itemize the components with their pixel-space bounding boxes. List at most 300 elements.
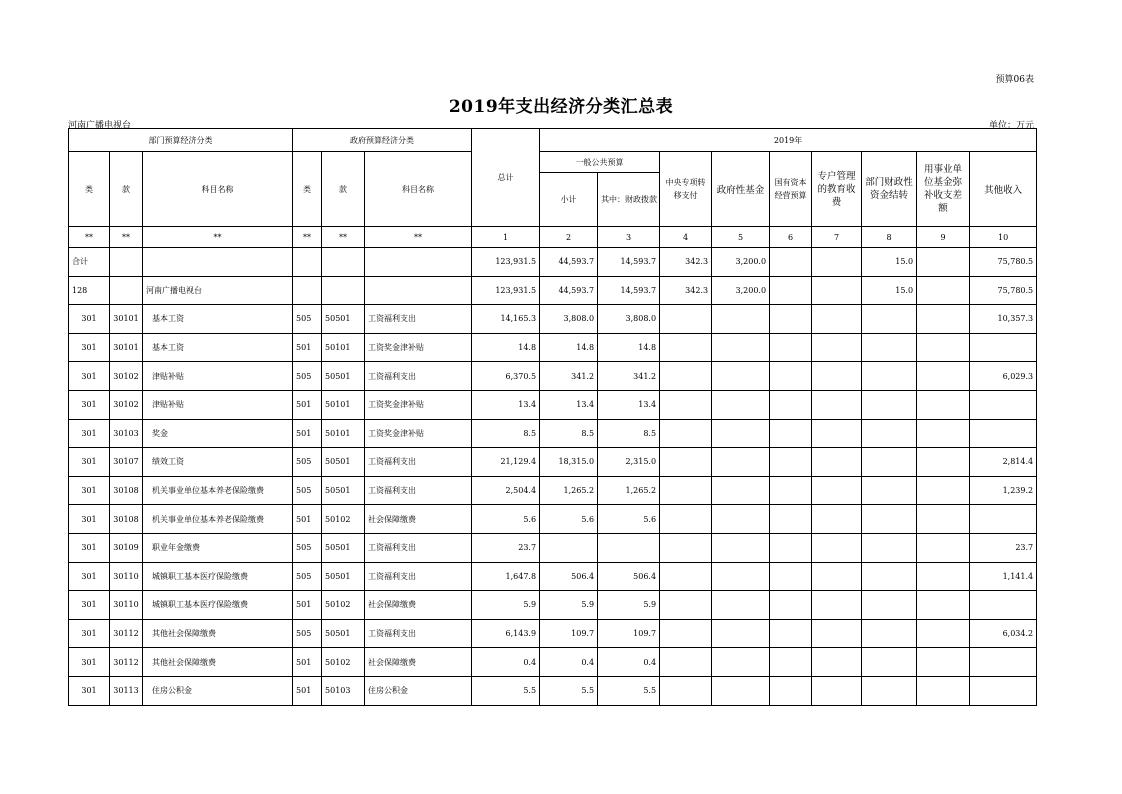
table-cell	[812, 390, 862, 419]
header-edu-fee: 专户管理的教育收费	[812, 152, 862, 227]
table-cell: 30113	[110, 676, 143, 705]
table-cell: 50501	[322, 533, 365, 562]
table-cell: 14.8	[540, 333, 598, 362]
table-cell: 3,808.0	[598, 305, 660, 334]
table-cell: 501	[293, 505, 322, 534]
table-cell: 301	[69, 648, 110, 677]
table-cell: 50101	[322, 419, 365, 448]
header-gov-fund: 政府性基金	[712, 152, 770, 227]
table-cell: 505	[293, 305, 322, 334]
column-number: **	[143, 227, 293, 248]
table-cell	[712, 419, 770, 448]
table-cell	[917, 619, 970, 648]
expenditure-table	[68, 128, 1037, 706]
table-cell	[660, 390, 712, 419]
table-cell: 津贴补贴	[143, 362, 293, 391]
table-cell	[812, 276, 862, 305]
table-cell	[862, 648, 917, 677]
table-cell: 13.4	[540, 390, 598, 419]
table-row	[69, 419, 1037, 448]
table-cell	[660, 562, 712, 591]
table-cell	[365, 276, 472, 305]
header-deficit-compensation: 用事业单位基金弥补收支差额	[917, 152, 970, 227]
table-cell: 1,239.2	[970, 476, 1037, 505]
table-cell: 501	[293, 591, 322, 620]
table-cell: 8.5	[472, 419, 540, 448]
table-cell	[365, 248, 472, 277]
table-cell	[862, 362, 917, 391]
table-cell	[917, 591, 970, 620]
table-cell: 工资奖金津补贴	[365, 419, 472, 448]
table-cell	[970, 505, 1037, 534]
table-cell: 13.4	[598, 390, 660, 419]
table-cell: 住房公积金	[143, 676, 293, 705]
form-number: 预算06表	[995, 75, 1034, 85]
table-cell: 44,593.7	[540, 248, 598, 277]
table-cell: 2,814.4	[970, 448, 1037, 477]
table-cell	[712, 591, 770, 620]
column-number: **	[365, 227, 472, 248]
column-number: 5	[712, 227, 770, 248]
table-cell	[770, 248, 812, 277]
header-fiscal-grant: 其中：财政拨款	[598, 173, 660, 227]
table-cell: 津贴补贴	[143, 390, 293, 419]
table-row	[69, 676, 1037, 705]
table-cell: 23.7	[970, 533, 1037, 562]
table-cell: 342.3	[660, 276, 712, 305]
table-cell: 50501	[322, 562, 365, 591]
table-cell	[660, 305, 712, 334]
table-cell: 301	[69, 619, 110, 648]
table-cell: 14,593.7	[598, 248, 660, 277]
table-cell	[917, 419, 970, 448]
table-cell: 0.4	[472, 648, 540, 677]
table-cell: 5.9	[598, 591, 660, 620]
table-cell: 河南广播电视台	[143, 276, 293, 305]
table-cell	[862, 619, 917, 648]
table-cell: 14.8	[472, 333, 540, 362]
table-cell: 341.2	[598, 362, 660, 391]
table-cell	[917, 448, 970, 477]
table-cell: 0.4	[540, 648, 598, 677]
header-other-income: 其他收入	[970, 152, 1037, 227]
table-cell	[917, 362, 970, 391]
table-cell	[970, 390, 1037, 419]
table-cell: 301	[69, 419, 110, 448]
table-cell: 5.9	[472, 591, 540, 620]
header-gov-lei: 类	[293, 152, 322, 227]
table-cell	[970, 333, 1037, 362]
table-cell: 30109	[110, 533, 143, 562]
column-number: 6	[770, 227, 812, 248]
header-gov-subject-name: 科目名称	[365, 152, 472, 227]
table-cell	[917, 476, 970, 505]
table-cell: 301	[69, 305, 110, 334]
table-cell: 职业年金缴费	[143, 533, 293, 562]
table-cell: 15.0	[862, 248, 917, 277]
table-cell	[917, 390, 970, 419]
column-number: 9	[917, 227, 970, 248]
table-cell: 机关事业单位基本养老保险缴费	[143, 476, 293, 505]
table-cell	[770, 390, 812, 419]
table-cell: 501	[293, 676, 322, 705]
table-cell: 工资福利支出	[365, 619, 472, 648]
table-cell	[812, 305, 862, 334]
table-row	[69, 591, 1037, 620]
table-cell: 30101	[110, 305, 143, 334]
table-cell	[770, 591, 812, 620]
column-number: 4	[660, 227, 712, 248]
column-number: 10	[970, 227, 1037, 248]
table-cell	[862, 591, 917, 620]
table-row	[69, 562, 1037, 591]
header-central-transfer: 中央专项转移支付	[660, 152, 712, 227]
table-cell: 30107	[110, 448, 143, 477]
table-cell: 301	[69, 333, 110, 362]
table-cell	[712, 333, 770, 362]
table-cell: 301	[69, 505, 110, 534]
table-cell: 50101	[322, 390, 365, 419]
table-cell	[812, 419, 862, 448]
table-cell	[712, 505, 770, 534]
table-cell	[862, 305, 917, 334]
table-cell: 30108	[110, 505, 143, 534]
table-cell	[917, 276, 970, 305]
table-cell: 109.7	[540, 619, 598, 648]
column-number: **	[110, 227, 143, 248]
table-cell	[712, 619, 770, 648]
table-cell: 15.0	[862, 276, 917, 305]
table-cell	[770, 648, 812, 677]
table-cell: 0.4	[598, 648, 660, 677]
table-row	[69, 333, 1037, 362]
table-cell: 基本工资	[143, 333, 293, 362]
table-cell: 5.6	[540, 505, 598, 534]
header-subtotal: 小计	[540, 173, 598, 227]
table-cell	[110, 248, 143, 277]
table-cell	[712, 648, 770, 677]
table-cell: 501	[293, 648, 322, 677]
table-cell	[917, 562, 970, 591]
table-cell: 123,931.5	[472, 276, 540, 305]
table-cell: 工资奖金津补贴	[365, 333, 472, 362]
table-cell: 75,780.5	[970, 248, 1037, 277]
table-cell	[812, 248, 862, 277]
table-cell: 其他社会保障缴费	[143, 619, 293, 648]
table-cell: 30101	[110, 333, 143, 362]
table-cell	[862, 390, 917, 419]
table-cell	[770, 276, 812, 305]
column-number-row	[69, 227, 1037, 248]
table-cell	[660, 476, 712, 505]
table-cell	[598, 533, 660, 562]
table-cell	[862, 419, 917, 448]
table-cell: 506.4	[598, 562, 660, 591]
table-row	[69, 533, 1037, 562]
table-cell: 10,357.3	[970, 305, 1037, 334]
table-cell	[660, 419, 712, 448]
table-cell: 301	[69, 390, 110, 419]
table-cell	[812, 533, 862, 562]
table-cell: 75,780.5	[970, 276, 1037, 305]
table-cell: 14,165.3	[472, 305, 540, 334]
table-cell	[812, 505, 862, 534]
table-cell: 505	[293, 448, 322, 477]
table-cell: 21,129.4	[472, 448, 540, 477]
table-cell: 301	[69, 591, 110, 620]
column-number: **	[69, 227, 110, 248]
table-cell	[712, 390, 770, 419]
table-cell: 合计	[69, 248, 110, 277]
table-cell: 301	[69, 533, 110, 562]
table-cell	[770, 333, 812, 362]
table-cell: 13.4	[472, 390, 540, 419]
table-cell	[660, 333, 712, 362]
table-cell: 工资奖金津补贴	[365, 390, 472, 419]
header-total: 总计	[472, 129, 540, 227]
table-cell: 5.5	[598, 676, 660, 705]
unit-label: 单位：万元	[988, 121, 1034, 131]
header-general-budget: 一般公共预算	[540, 152, 660, 173]
table-cell: 3,200.0	[712, 248, 770, 277]
table-cell: 18,315.0	[540, 448, 598, 477]
table-cell: 社会保障缴费	[365, 648, 472, 677]
table-cell	[862, 505, 917, 534]
table-cell: 机关事业单位基本养老保险缴费	[143, 505, 293, 534]
table-cell	[770, 505, 812, 534]
table-cell: 50102	[322, 648, 365, 677]
column-number: **	[322, 227, 365, 248]
table-cell	[770, 619, 812, 648]
header-state-capital: 国有资本经营预算	[770, 152, 812, 227]
table-cell: 301	[69, 676, 110, 705]
table-cell: 30112	[110, 648, 143, 677]
table-cell	[660, 648, 712, 677]
table-cell: 50501	[322, 305, 365, 334]
table-cell: 8.5	[598, 419, 660, 448]
column-number: 2	[540, 227, 598, 248]
table-cell: 505	[293, 619, 322, 648]
table-cell: 2,504.4	[472, 476, 540, 505]
table-cell: 工资福利支出	[365, 562, 472, 591]
header-gov-classification: 政府预算经济分类	[293, 129, 472, 152]
table-cell	[970, 419, 1037, 448]
table-cell	[970, 591, 1037, 620]
table-cell	[770, 476, 812, 505]
table-cell: 505	[293, 476, 322, 505]
table-cell: 1,265.2	[540, 476, 598, 505]
table-cell	[812, 676, 862, 705]
header-dept-balance: 部门财政性资金结转	[862, 152, 917, 227]
table-cell: 50501	[322, 448, 365, 477]
table-cell: 工资福利支出	[365, 362, 472, 391]
table-cell	[660, 591, 712, 620]
table-row	[69, 448, 1037, 477]
table-cell: 1,265.2	[598, 476, 660, 505]
table-cell: 6,143.9	[472, 619, 540, 648]
table-cell	[293, 276, 322, 305]
table-cell: 14,593.7	[598, 276, 660, 305]
table-cell: 基本工资	[143, 305, 293, 334]
table-cell: 6,034.2	[970, 619, 1037, 648]
table-cell	[812, 591, 862, 620]
table-cell: 301	[69, 476, 110, 505]
table-row	[69, 505, 1037, 534]
table-cell	[917, 676, 970, 705]
table-cell: 30112	[110, 619, 143, 648]
table-cell: 住房公积金	[365, 676, 472, 705]
table-cell: 301	[69, 562, 110, 591]
table-cell	[712, 305, 770, 334]
table-row	[69, 619, 1037, 648]
table-cell: 5.9	[540, 591, 598, 620]
table-cell: 城镇职工基本医疗保险缴费	[143, 562, 293, 591]
table-row	[69, 276, 1037, 305]
header-year: 2019年	[540, 129, 1037, 152]
table-cell: 工资福利支出	[365, 448, 472, 477]
page-title: 2019年支出经济分类汇总表	[448, 97, 674, 117]
header-dept-lei: 类	[69, 152, 110, 227]
header-dept-kuan: 款	[110, 152, 143, 227]
table-cell: 社会保障缴费	[365, 505, 472, 534]
table-cell: 501	[293, 390, 322, 419]
table-cell: 8.5	[540, 419, 598, 448]
table-cell	[712, 362, 770, 391]
table-cell	[812, 619, 862, 648]
table-cell	[322, 248, 365, 277]
table-cell: 5.6	[598, 505, 660, 534]
table-cell	[770, 362, 812, 391]
table-cell	[917, 248, 970, 277]
table-cell	[770, 562, 812, 591]
table-cell: 44,593.7	[540, 276, 598, 305]
table-cell	[770, 533, 812, 562]
table-cell	[293, 248, 322, 277]
table-cell	[917, 533, 970, 562]
table-cell: 50501	[322, 476, 365, 505]
table-cell: 30102	[110, 362, 143, 391]
table-cell: 30102	[110, 390, 143, 419]
table-cell	[862, 562, 917, 591]
table-cell: 2,315.0	[598, 448, 660, 477]
table-cell	[862, 333, 917, 362]
column-number: 3	[598, 227, 660, 248]
column-number: **	[293, 227, 322, 248]
table-cell	[322, 276, 365, 305]
table-row	[69, 476, 1037, 505]
table-cell: 23.7	[472, 533, 540, 562]
table-cell	[770, 305, 812, 334]
table-cell: 3,200.0	[712, 276, 770, 305]
table-cell: 50501	[322, 362, 365, 391]
table-cell: 506.4	[540, 562, 598, 591]
table-cell	[970, 676, 1037, 705]
table-row	[69, 648, 1037, 677]
table-cell: 其他社会保障缴费	[143, 648, 293, 677]
table-cell	[812, 476, 862, 505]
table-cell	[712, 676, 770, 705]
table-cell	[812, 562, 862, 591]
table-cell: 501	[293, 419, 322, 448]
table-cell: 5.6	[472, 505, 540, 534]
table-cell	[917, 505, 970, 534]
table-cell: 301	[69, 362, 110, 391]
table-cell: 6,370.5	[472, 362, 540, 391]
table-cell: 30103	[110, 419, 143, 448]
column-number: 8	[862, 227, 917, 248]
table-cell: 341.2	[540, 362, 598, 391]
organization-name: 河南广播电视台	[68, 121, 132, 131]
table-cell	[712, 448, 770, 477]
table-cell	[862, 476, 917, 505]
table-cell: 109.7	[598, 619, 660, 648]
table-cell: 1,647.8	[472, 562, 540, 591]
table-cell	[812, 362, 862, 391]
table-row	[69, 390, 1037, 419]
table-cell	[812, 648, 862, 677]
table-cell: 50102	[322, 591, 365, 620]
table-cell: 14.8	[598, 333, 660, 362]
table-cell	[770, 448, 812, 477]
column-number: 1	[472, 227, 540, 248]
table-cell: 501	[293, 333, 322, 362]
column-number: 7	[812, 227, 862, 248]
table-cell: 工资福利支出	[365, 533, 472, 562]
table-cell	[812, 448, 862, 477]
table-cell: 505	[293, 533, 322, 562]
table-cell: 工资福利支出	[365, 476, 472, 505]
table-cell: 505	[293, 362, 322, 391]
table-row	[69, 248, 1037, 277]
table-cell	[917, 333, 970, 362]
table-cell: 50102	[322, 505, 365, 534]
table-cell	[660, 448, 712, 477]
table-cell	[110, 276, 143, 305]
table-row	[69, 305, 1037, 334]
table-cell	[862, 533, 917, 562]
table-cell: 128	[69, 276, 110, 305]
table-cell: 30110	[110, 591, 143, 620]
table-cell	[862, 676, 917, 705]
table-cell	[970, 648, 1037, 677]
table-cell	[712, 476, 770, 505]
header-dept-subject-name: 科目名称	[143, 152, 293, 227]
table-cell	[917, 305, 970, 334]
table-cell	[143, 248, 293, 277]
table-cell: 342.3	[660, 248, 712, 277]
table-cell: 50501	[322, 619, 365, 648]
table-cell	[770, 676, 812, 705]
table-cell	[862, 448, 917, 477]
table-row	[69, 362, 1037, 391]
table-cell	[712, 533, 770, 562]
header-gov-kuan: 款	[322, 152, 365, 227]
table-cell: 30108	[110, 476, 143, 505]
header-dept-classification: 部门预算经济分类	[69, 129, 293, 152]
table-cell	[917, 648, 970, 677]
table-cell	[812, 333, 862, 362]
table-cell	[660, 505, 712, 534]
table-cell: 50103	[322, 676, 365, 705]
table-cell	[712, 562, 770, 591]
table-cell: 奖金	[143, 419, 293, 448]
table-cell	[770, 419, 812, 448]
table-cell: 工资福利支出	[365, 305, 472, 334]
table-cell: 301	[69, 448, 110, 477]
table-cell: 5.5	[472, 676, 540, 705]
table-cell	[540, 533, 598, 562]
table-cell: 城镇职工基本医疗保险缴费	[143, 591, 293, 620]
